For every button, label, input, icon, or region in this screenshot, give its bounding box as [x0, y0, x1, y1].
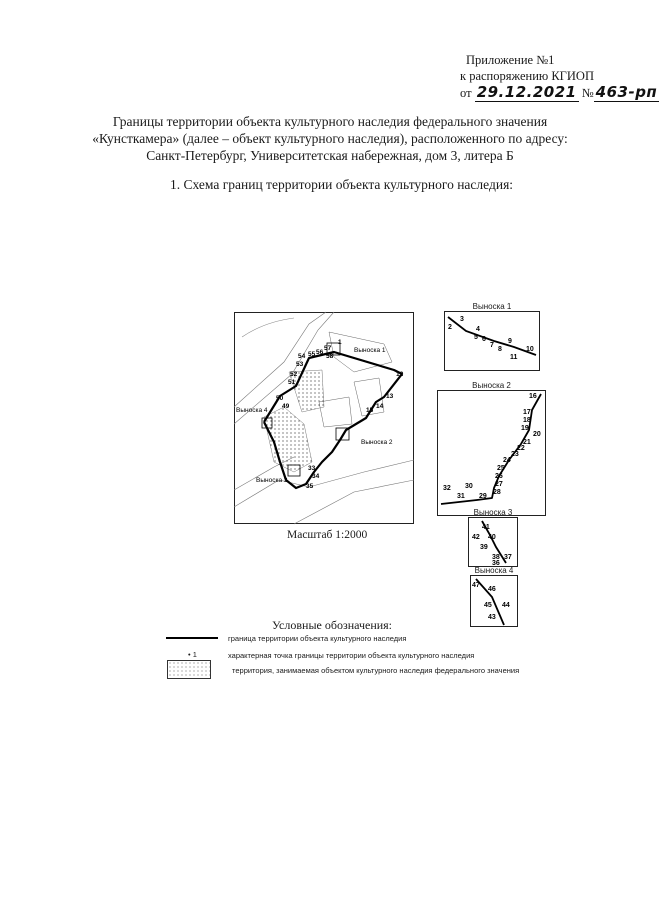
callout-label-2: Выноска 2 — [361, 439, 393, 446]
inset-4-label: Выноска 4 — [474, 566, 514, 575]
inset-4-map — [470, 575, 518, 627]
inset-point-label: 26 — [495, 473, 503, 480]
inset-1-label: Выноска 1 — [472, 302, 512, 311]
title-line-1: Границы территории объекта культурного наследия федерального значения — [112, 114, 548, 129]
legend-line-symbol — [166, 637, 218, 639]
legend-title: Условные обозначения: — [272, 618, 393, 632]
inset-point-label: 9 — [508, 338, 512, 345]
document-title — [80, 113, 580, 164]
boundary-point-label: 1 — [338, 339, 342, 346]
boundary-map — [234, 312, 414, 524]
inset-point-label: 23 — [511, 451, 519, 458]
boundary-point-label: 12 — [396, 371, 404, 378]
inset-point-label: 7 — [490, 342, 494, 349]
inset-point-label: 4 — [476, 326, 480, 333]
legend-hatch-text: территория, занимаемая объектом культурного наследия федерального значения — [232, 666, 520, 675]
inset-3-label: Выноска 3 — [473, 508, 513, 517]
inset-point-label: 41 — [482, 524, 490, 531]
inset-point-label: 29 — [479, 493, 487, 500]
boundary-point-label: 56 — [316, 349, 324, 356]
boundary-point-label: 35 — [306, 483, 314, 490]
boundary-point-label: 15 — [366, 407, 374, 414]
boundary-point-label: 53 — [296, 361, 304, 368]
boundary-point-label: 14 — [376, 403, 384, 410]
appendix-ot: от — [460, 86, 472, 100]
inset-point-label: 38 — [492, 554, 500, 561]
inset-point-label: 10 — [526, 346, 534, 353]
inset-3 — [468, 508, 518, 572]
inset-point-label: 43 — [488, 614, 496, 621]
inset-2 — [437, 381, 546, 521]
boundary-point-label: 54 — [298, 353, 306, 360]
inset-point-label: 20 — [533, 431, 541, 438]
inset-point-label: 25 — [497, 465, 505, 472]
inset-point-label: 45 — [484, 602, 492, 609]
inset-4 — [470, 566, 518, 632]
inset-point-label: 42 — [472, 534, 480, 541]
appendix-order: к распоряжению КГИОП — [460, 69, 594, 83]
section-heading: 1. Схема границ территории объекта культурного наследия: — [170, 177, 514, 192]
inset-point-label: 19 — [521, 425, 529, 432]
inset-point-label: 11 — [510, 354, 518, 361]
inset-point-label: 47 — [472, 582, 480, 589]
appendix-number-sign: № — [581, 86, 594, 100]
appendix-number: 463-рп — [595, 83, 658, 101]
appendix-header — [460, 52, 658, 101]
callout-label-4: Выноска 4 — [236, 407, 268, 414]
inset-point-label: 22 — [517, 445, 525, 452]
inset-point-label: 40 — [488, 534, 496, 541]
appendix-date: 29.12.2021 — [476, 83, 577, 101]
boundary-point-label: 52 — [290, 371, 298, 378]
boundary-point-label: 55 — [308, 351, 316, 358]
inset-2-label: Выноска 2 — [472, 381, 511, 390]
inset-1-map — [444, 311, 540, 371]
inset-point-label: 8 — [498, 346, 502, 353]
inset-point-label: 32 — [443, 485, 451, 492]
inset-point-label: 28 — [493, 489, 501, 496]
inset-point-label: 27 — [495, 481, 503, 488]
legend-point-text: характерная точка границы территории объекта культурного наследия — [228, 651, 475, 660]
legend-point-symbol: • 1 — [188, 650, 197, 659]
inset-point-label: 18 — [523, 417, 531, 424]
inset-point-label: 3 — [460, 316, 464, 323]
title-line-2: «Кунсткамера» (далее – объект культурного наследия), расположенного по адресу: — [92, 131, 568, 146]
inset-point-label: 5 — [474, 334, 478, 341]
inset-1 — [444, 302, 540, 376]
map-scale: Масштаб 1:2000 — [287, 529, 368, 541]
inset-point-label: 39 — [480, 544, 488, 551]
inset-point-label: 21 — [523, 439, 531, 446]
inset-point-label: 17 — [523, 409, 531, 416]
inset-point-label: 24 — [503, 457, 511, 464]
boundary-point-label: 58 — [326, 353, 334, 360]
inset-point-label: 36 — [492, 560, 500, 567]
inset-point-label: 2 — [448, 324, 452, 331]
inset-point-label: 37 — [504, 554, 512, 561]
inset-point-label: 16 — [529, 393, 537, 400]
appendix-date-line — [460, 83, 658, 101]
boundary-point-label: 57 — [324, 345, 332, 352]
boundary-point-label: 51 — [288, 379, 296, 386]
callout-label-1: Выноска 1 — [354, 347, 386, 354]
inset-point-label: 44 — [502, 602, 510, 609]
legend-hatch-symbol — [167, 660, 211, 679]
title-line-3: Санкт-Петербург, Университетская набережная, дом 3, литера Б — [146, 148, 514, 163]
appendix-title: Приложение №1 — [466, 53, 555, 67]
inset-point-label: 6 — [482, 336, 486, 343]
boundary-point-label: 49 — [282, 403, 290, 410]
inset-point-label: 46 — [488, 586, 496, 593]
legend-line-text: граница территории объекта культурного наследия — [228, 634, 407, 643]
inset-3-map — [468, 517, 518, 567]
inset-point-label: 30 — [465, 483, 473, 490]
boundary-point-label: 13 — [386, 393, 394, 400]
boundary-point-label: 50 — [276, 395, 284, 402]
boundary-point-label: 34 — [312, 473, 320, 480]
inset-2-map — [437, 390, 546, 516]
inset-point-label: 31 — [457, 493, 465, 500]
callout-label-3: Выноска 3 — [256, 477, 288, 484]
boundary-point-label: 33 — [308, 465, 316, 472]
